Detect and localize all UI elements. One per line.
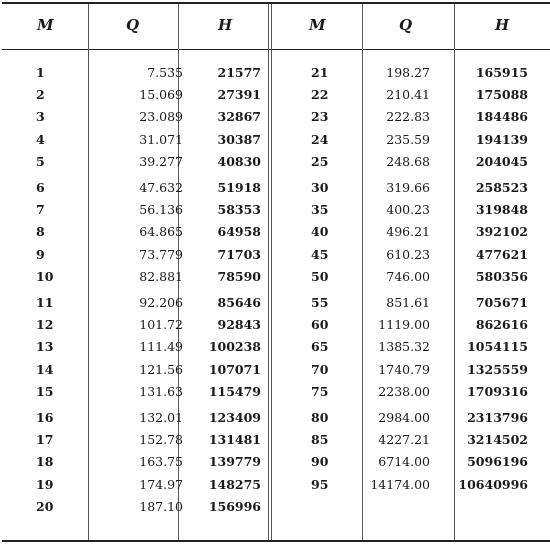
cell-q2: 1740.79 — [378, 361, 430, 377]
cell-q1: 31.071 — [139, 131, 183, 147]
cell-h1: 100238 — [208, 339, 261, 355]
cell-q2: 319.66 — [386, 180, 430, 195]
cell-q1: 73.779 — [139, 246, 183, 262]
cell-q2: 4227.21 — [378, 432, 430, 448]
cell-q1: 82.881 — [139, 268, 183, 284]
cell-m1: 11 — [36, 295, 54, 310]
cell-m1: 15 — [36, 383, 54, 399]
cell-q1: 64.865 — [139, 224, 183, 240]
cell-q2: 496.21 — [386, 224, 430, 240]
cell-h2: 1709316 — [467, 383, 528, 399]
cell-h2: 705671 — [475, 295, 528, 310]
cell-m2: 40 — [311, 224, 329, 240]
cell-h1: 156996 — [208, 498, 261, 514]
cell-q2: 1385.32 — [378, 339, 430, 355]
cell-m2: 25 — [311, 153, 329, 169]
cell-m2: 21 — [311, 65, 329, 80]
cell-h2: 1054115 — [467, 339, 528, 355]
cell-h1: 85646 — [217, 295, 261, 310]
cell-m1: 20 — [36, 498, 54, 514]
cell-q1: 131.63 — [139, 383, 183, 399]
cell-q2: 400.23 — [386, 202, 430, 218]
top-rule — [2, 2, 550, 4]
cell-h2: 862616 — [475, 317, 528, 333]
cell-h1: 21577 — [217, 65, 261, 80]
cell-q2: 14174.00 — [370, 476, 430, 492]
cell-h1: 139779 — [208, 454, 261, 470]
cell-m2: 24 — [311, 131, 329, 147]
cell-h1: 58353 — [217, 202, 261, 218]
cell-h1: 107071 — [208, 361, 261, 377]
cell-q2: 235.59 — [386, 131, 430, 147]
cell-m2: 65 — [311, 339, 329, 355]
cell-m1: 19 — [36, 476, 54, 492]
cell-m2: 95 — [311, 476, 329, 492]
cell-m1: 18 — [36, 454, 54, 470]
cell-m2: 22 — [311, 87, 329, 103]
cell-h2: 1325559 — [467, 361, 528, 377]
cell-q1: 7.535 — [147, 65, 183, 80]
cell-q1: 152.78 — [139, 432, 183, 448]
cell-m1: 16 — [36, 410, 54, 425]
cell-m1: 17 — [36, 432, 54, 448]
cell-q2: 222.83 — [386, 109, 430, 125]
cell-q2: 198.27 — [386, 65, 430, 80]
cell-h2: 3214502 — [467, 432, 528, 448]
cell-h1: 64958 — [217, 224, 261, 240]
cell-q2: 610.23 — [386, 246, 430, 262]
cell-h1: 51918 — [217, 180, 261, 195]
header-m-right: M — [309, 16, 326, 34]
cell-h2: 175088 — [475, 87, 528, 103]
cell-m2: 45 — [311, 246, 329, 262]
cell-h1: 92843 — [217, 317, 261, 333]
cell-m2: 80 — [311, 410, 329, 425]
cell-q1: 174.97 — [139, 476, 183, 492]
cell-q1: 187.10 — [139, 498, 183, 514]
cell-h2: 5096196 — [467, 454, 528, 470]
cell-q2: 746.00 — [386, 268, 430, 284]
cell-q1: 101.72 — [139, 317, 183, 333]
cell-m1: 9 — [36, 246, 45, 262]
header-q-right: Q — [399, 16, 413, 34]
cell-h2: 477621 — [475, 246, 528, 262]
cell-m1: 3 — [36, 109, 45, 125]
cell-h1: 30387 — [217, 131, 261, 147]
center-double-divider — [271, 4, 272, 540]
cell-m2: 30 — [311, 180, 329, 195]
header-rule — [2, 49, 550, 50]
cell-m1: 4 — [36, 131, 45, 147]
cell-q1: 132.01 — [139, 410, 183, 425]
cell-h1: 148275 — [208, 476, 261, 492]
cell-q1: 39.277 — [139, 153, 183, 169]
cell-h1: 123409 — [208, 410, 261, 425]
cell-m2: 75 — [311, 383, 329, 399]
cell-m1: 1 — [36, 65, 45, 80]
cell-m2: 85 — [311, 432, 329, 448]
cell-h1: 71703 — [217, 246, 261, 262]
cell-m2: 70 — [311, 361, 329, 377]
cell-m1: 8 — [36, 224, 45, 240]
cell-q1: 23.089 — [139, 109, 183, 125]
center-double-divider — [268, 4, 269, 540]
cell-q1: 92.206 — [139, 295, 183, 310]
cell-h1: 32867 — [217, 109, 261, 125]
cell-q1: 15.069 — [139, 87, 183, 103]
cell-m1: 14 — [36, 361, 54, 377]
cell-h1: 78590 — [217, 268, 261, 284]
cell-h2: 165915 — [475, 65, 528, 80]
cell-m1: 5 — [36, 153, 45, 169]
cell-q2: 6714.00 — [378, 454, 430, 470]
cell-q2: 851.61 — [386, 295, 430, 310]
cell-m2: 55 — [311, 295, 329, 310]
cell-h2: 10640996 — [458, 476, 528, 492]
cell-q2: 210.41 — [386, 87, 430, 103]
cell-h1: 27391 — [217, 87, 261, 103]
cell-h1: 40830 — [217, 153, 261, 169]
cell-h2: 580356 — [475, 268, 528, 284]
cell-q2: 248.68 — [386, 153, 430, 169]
cell-q2: 2238.00 — [378, 383, 430, 399]
cell-h2: 204045 — [475, 153, 528, 169]
header-m-left: M — [37, 16, 54, 34]
cell-q1: 121.56 — [139, 361, 183, 377]
cell-q1: 163.75 — [139, 454, 183, 470]
cell-m2: 50 — [311, 268, 329, 284]
cell-m1: 10 — [36, 268, 54, 284]
cell-h1: 115479 — [208, 383, 261, 399]
cell-q1: 111.49 — [139, 339, 183, 355]
cell-h2: 258523 — [475, 180, 528, 195]
cell-m2: 60 — [311, 317, 329, 333]
cell-q1: 47.632 — [139, 180, 183, 195]
bottom-rule — [2, 540, 550, 542]
header-h-left: H — [218, 16, 233, 34]
cell-m1: 2 — [36, 87, 45, 103]
cell-m1: 12 — [36, 317, 54, 333]
cell-h2: 184486 — [475, 109, 528, 125]
cell-m2: 35 — [311, 202, 329, 218]
cell-q2: 2984.00 — [378, 410, 430, 425]
cell-m2: 90 — [311, 454, 329, 470]
cell-m1: 13 — [36, 339, 54, 355]
column-divider — [88, 4, 89, 540]
cell-h2: 194139 — [475, 131, 528, 147]
cell-h2: 392102 — [475, 224, 528, 240]
cell-m2: 23 — [311, 109, 329, 125]
cell-m1: 7 — [36, 202, 45, 218]
cell-h2: 2313796 — [467, 410, 528, 425]
cell-q2: 1119.00 — [378, 317, 430, 333]
cell-h1: 131481 — [208, 432, 261, 448]
cell-q1: 56.136 — [139, 202, 183, 218]
header-h-right: H — [495, 16, 510, 34]
cell-h2: 319848 — [475, 202, 528, 218]
cell-m1: 6 — [36, 180, 45, 195]
header-q-left: Q — [126, 16, 140, 34]
